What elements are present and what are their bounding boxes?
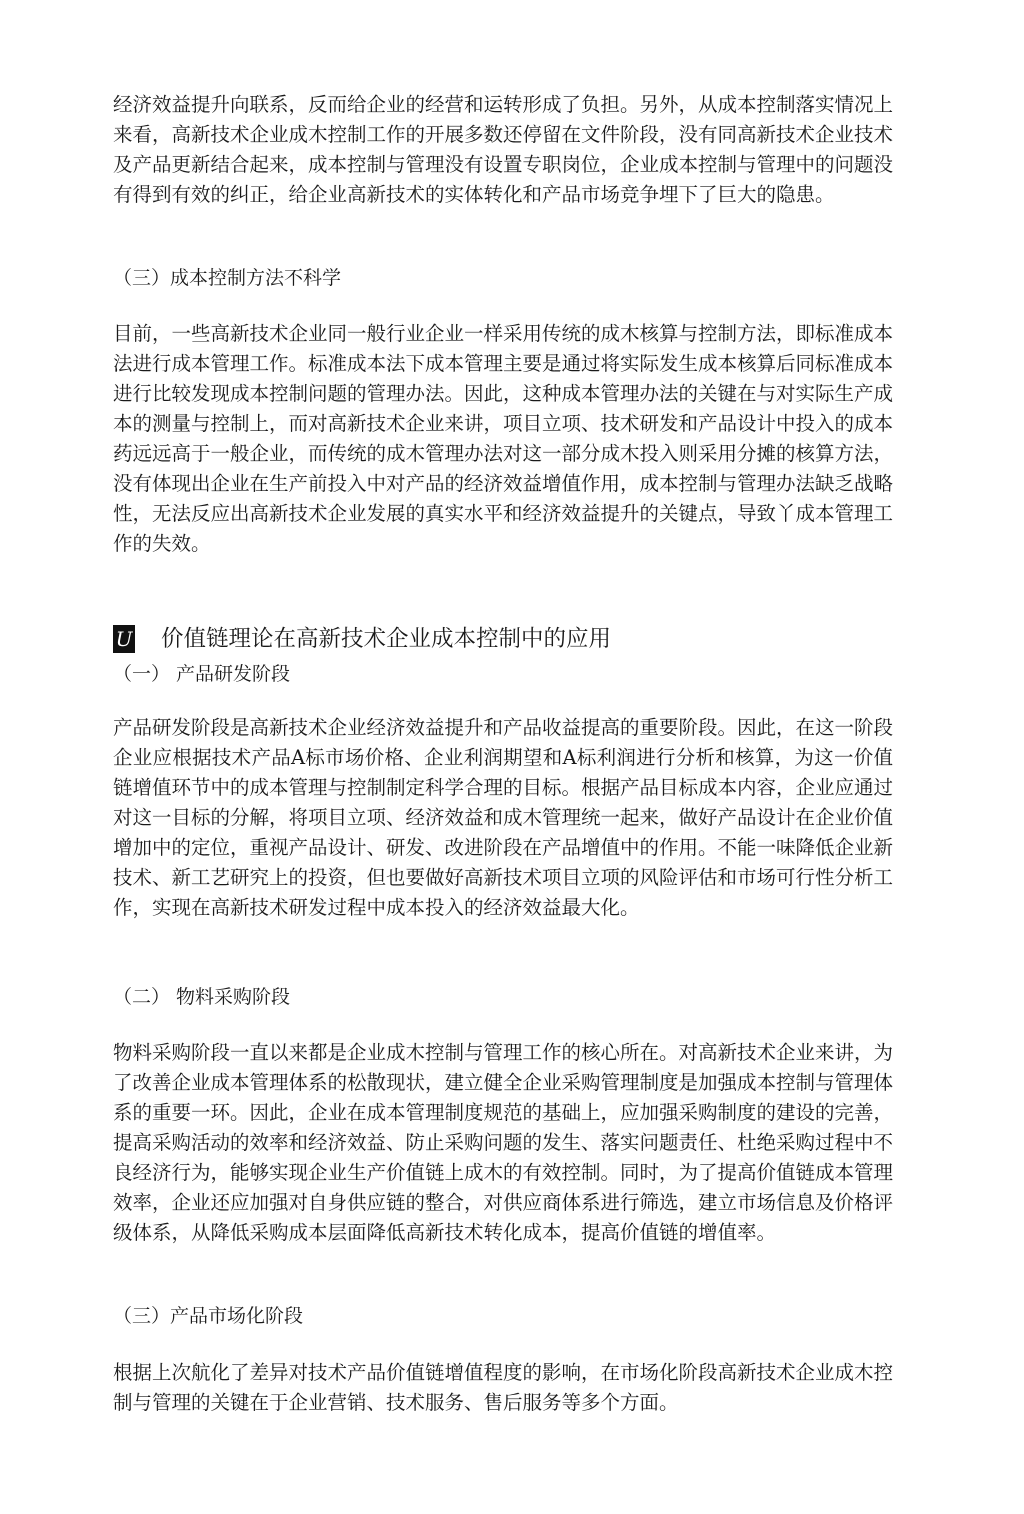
section-heading-text: 价值链理论在高新技术企业成本控制中的应用 (161, 626, 612, 652)
section-number-box: U (113, 625, 135, 653)
subheading-product-rd: （一） 产品研发阶段 (113, 663, 291, 685)
paragraph-cost-control-status: 经济效益提升向联系，反而给企业的经营和运转形成了负担。另外，从成本控制落实情况上来看，高新技术企业成木控制工作的开展多数还停留在文件阶段，没有同高新技术企业技术及产品更新结合起来，成本控制与管理没有设置专职岗位，企业成本控制与管理中的问题没有得到有效的纠正，给企业高新技术的实体转化和产品市场竞争埋下了巨大的隐患。 (113, 93, 894, 206)
subheading-cost-method: （三）成本控制方法不科学 (113, 267, 342, 289)
section-heading (113, 622, 611, 656)
subheading-marketization: （三）产品市场化阶段 (113, 1305, 304, 1327)
subheading-procurement: （二） 物料采购阶段 (113, 986, 291, 1008)
paragraph-standard-costing: 目前，一些高新技术企业同一般行业企业一样采用传统的成木核算与控制方法，即标准成本法进行成本管理工作。标准成本法下成本管理主要是通过将实际发生成本核算后同标准成本进行比较发现成本控制问题的管理办法。因此，这种成本管理办法的关键在与对实际生产成本的测量与控制上，而对高新技术企业来讲，项目立项、技术研发和产品设计中投入的成本药远远高于一般企业，而传统的成木管理办法对这一部分成木投入则采用分摊的核算方法，没有体现出企业在生产前投入中对产品的经济效益增值作用，成本控制与管理办法缺乏战略性，无法反应出高新技术企业发展的真实水平和经济效益提升的关键点，导致丫成本管理工作的失效。 (113, 322, 894, 555)
paragraph-product-rd: 产品研发阶段是高新技术企业经济效益提升和产品收益提高的重要阶段。因此，在这一阶段企业应根据技术产品A标市场价格、企业利润期望和A标利润进行分析和核算，为这一价值链增值环节中的成本管理与控制制定科学合理的目标。根据产品目标成本内容，企业应通过对这一目标的分解，将项目立项、经济效益和成木管理统一起来，做好产品设计在企业价值增加中的定位，重视产品设计、研发、改进阶段在产品增值中的作用。不能一味降低企业新技术、新工艺研究上的投资，但也要做好高新技术项目立项的风险评估和市场可行性分析工作，实现在高新技术研发过程中成本投入的经济效益最大化。 (113, 716, 894, 919)
paragraph-procurement: 物料采购阶段一直以来都是企业成木控制与管理工作的核心所在。对高新技术企业来讲，为了改善企业成本管理体系的松散现状，建立健全企业采购管理制度是加强成本控制与管理体系的重要一环。因此，企业在成本管理制度规范的基础上，应加强采购制度的建设的完善，提高采购活动的效率和经济效益、防止采购问题的发生、落实问题责任、杜绝采购过程中不良经济行为，能够实现企业生产价值链上成木的有效控制。同时，为了提高价值链成本管理效率，企业还应加强对自身供应链的整合，对供应商体系进行筛选，建立市场信息及价格评级体系，从降低采购成本层面降低高新技术转化成本，提高价值链的增值率。 (113, 1041, 894, 1244)
paragraph-marketization: 根据上次航化了差异对技术产品价值链增值程度的影响，在市场化阶段高新技术企业成木控制与管理的关键在于企业营销、技术服务、售后服务等多个方面。 (113, 1361, 894, 1414)
